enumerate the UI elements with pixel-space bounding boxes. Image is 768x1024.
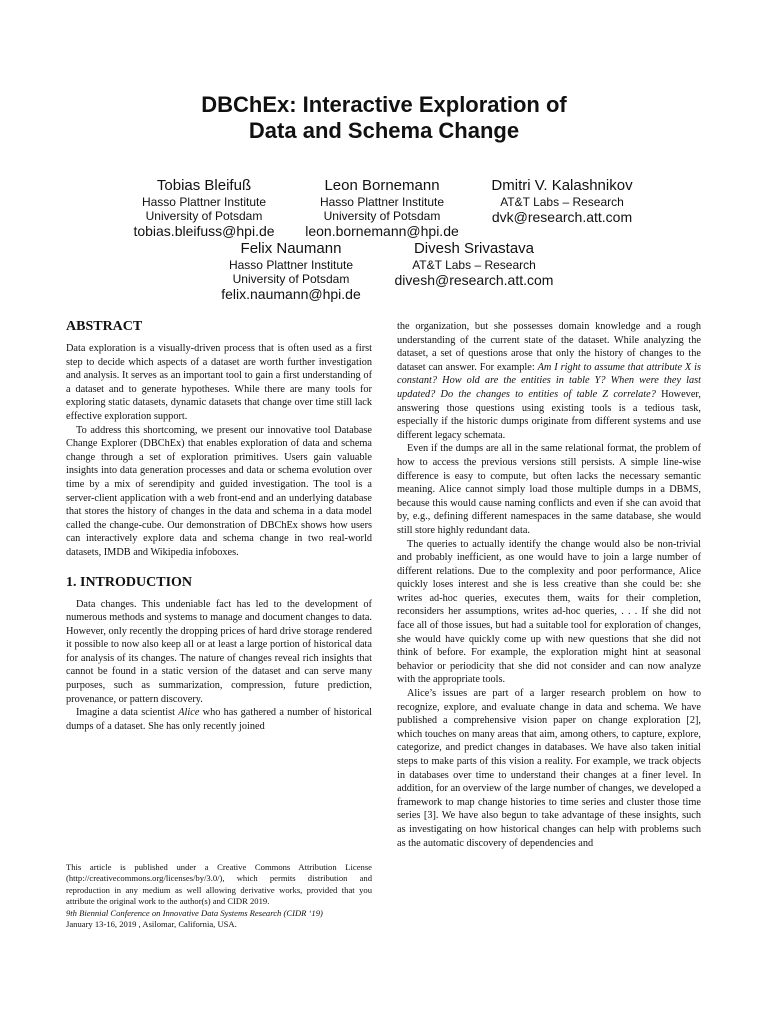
author-name: Felix Naumann: [240, 240, 342, 257]
author-email: divesh@research.att.com: [394, 272, 554, 288]
right-column: [397, 320, 701, 850]
intro-paragraph: [66, 706, 372, 733]
body-paragraph: The queries to actually identify the change would also be non-trivial and probably inefficient, as one would have to join a large number of different relations. Due to the complexity and poor performance, Alice quickly loses interest and she is less creative than she could be: she writes ad-hoc queries, executes them, waits for their completion, reconsiders her assumptions, writes ad-hoc queries, . . . If she did not face all of those issues, but had a suitable tool for exploration of changes, she would have quickly come up with new questions that she did not think of before. For example, the exploration might hint at seasonal behavior or periodicity that she did not consider and can now analyze with the appropriate tools.: [397, 538, 701, 686]
author-bleifuss: [104, 177, 304, 240]
author-affiliation: AT&T Labs – Research: [412, 258, 536, 272]
author-srivastava: [374, 240, 574, 289]
author-affiliation: Hasso Plattner Institute: [319, 195, 445, 209]
intro-text: who has gathered a number of historical dumps of a dataset. She has only recently joined: [66, 707, 373, 732]
introduction-heading: 1. INTRODUCTION: [66, 574, 193, 590]
author-naumann: [191, 240, 391, 303]
venue-date: January 13-16, 2019 , Asilomar, California, USA.: [66, 919, 237, 930]
abstract-paragraph: To address this shortcoming, we present our innovative tool Database Change Explorer (DBChEx) that enables exploration of data and schema change through a set of exploration primitives. Users gain valuable insights into data generation processes and data or schema evolution over time by a mix of serendipity and guided investigation. The tool is a server-client application with a web front-end and an underlying database that stores the history of changes in the data and schema in a data model called the change-cube. Our demonstration of DBChEx shows how users can interactively explore data and schema change in two real-world datasets, IMDB and Wikipedia infoboxes.: [66, 424, 372, 558]
body-paragraph: Even if the dumps are all in the same relational format, the problem of how to access the previous versions still persists. A simple line-wise difference is easy to compute, but often lacks the necessary semantic meaning. Alice cannot simply load those multiple dumps in a DBMS, because this would cause naming conflicts and even if she can avoid that by, e.g., defining different namespaces in the same database, she would still store highly redundant data.: [397, 443, 701, 536]
paper-title: [0, 92, 768, 144]
author-affiliation: University of Potsdam: [145, 209, 263, 223]
license-text: This article is published under a Creative Commons Attribution License (http://creativecommons.org/licenses/by/3.0/), which permits distribution and reproduction in any medium as well allowing derivative works, provided that you attribute the original work to the author(s) and CIDR 2019.: [66, 862, 372, 907]
author-affiliation: Hasso Plattner Institute: [228, 258, 354, 272]
title-line-1: DBChEx: Interactive Exploration of: [201, 92, 567, 117]
example-questions: Am I right to assume that attribute X is constant? How old are the entities in table Y? When were they last updated? Do the changes to entities of table Z correlate?: [397, 361, 701, 400]
author-name: Leon Bornemann: [324, 177, 440, 194]
abstract-heading: ABSTRACT: [66, 319, 143, 334]
body-paragraph: Alice’s issues are part of a larger research problem on how to recognize, explore, and evaluate change in data and schema. We have published a comprehensive vision paper on change exploration [2], which touches on many areas that aim, among others, to capture, explore, categorize, and predict changes in databases. We have also taken initial steps to make parts of this vision a reality. For example, we track objects in databases over time to understand their changes at a finer level. In addition, for an overview of the large number of changes, we developed a framework to map change histories to time series and cluster those time series [3]. We have also begun to take advantage of these insights, such as investigating on how historical changes can help with problems such as the automatic discovery of dependencies and: [397, 688, 701, 849]
author-affiliation: Hasso Plattner Institute: [141, 195, 267, 209]
author-name: Tobias Bleifuß: [156, 177, 252, 194]
body-text: However, answering those questions using existing tools is a tedious task, especially if the historic dumps originate from different systems and use different legacy schemata.: [397, 388, 701, 441]
author-email: dvk@research.att.com: [491, 209, 633, 225]
author-kalashnikov: [462, 177, 662, 226]
author-name: Dmitri V. Kalashnikov: [491, 177, 633, 194]
author-affiliation: AT&T Labs – Research: [500, 195, 624, 209]
author-email: leon.bornemann@hpi.de: [305, 223, 459, 239]
intro-name-alice: Alice: [178, 707, 200, 719]
title-line-2: Data and Schema Change: [248, 118, 520, 143]
body-text: the organization, but she possesses domain knowledge and a rough understanding of the current state of the dataset. While analyzing the dataset, a set of questions arose that only the history of changes to the dataset can answer. For example:: [397, 321, 701, 373]
author-affiliation: University of Potsdam: [323, 209, 441, 223]
author-email: tobias.bleifuss@hpi.de: [133, 223, 275, 239]
intro-text: Imagine a data scientist: [76, 707, 179, 719]
venue-text: 9th Biennial Conference on Innovative Data Systems Research (CIDR ‘19): [66, 907, 323, 918]
body-paragraph: [397, 320, 701, 442]
author-affiliation: University of Potsdam: [232, 272, 350, 286]
author-bornemann: [282, 177, 482, 240]
copyright-footnote: [66, 862, 372, 930]
author-name: Divesh Srivastava: [413, 240, 535, 257]
abstract-paragraph: Data exploration is a visually-driven process that is often used as a first step to decide which aspects of a dataset are worth further investigation and analysis. It serves as an important tool to gain a first understanding of a dataset and to generate hypotheses. While there are many tools for exploring static datasets, dynamic datasets that change over time still lack effective exploration support.: [66, 343, 372, 422]
intro-paragraph: Data changes. This undeniable fact has led to the development of numerous methods and systems to manage and document changes to data. However, only recently the dropping prices of hard drive storage rendered it possible to now also keep all or at least a large portion of historical data for analysis of its changes. The nature of changes reveal rich insights that cannot be found in a static version of the dataset and can serve many purposes, such as summarization, compression, future prediction, provenance, or pattern discovery.: [66, 598, 372, 705]
author-email: felix.naumann@hpi.de: [221, 286, 361, 302]
left-column: [66, 318, 372, 733]
